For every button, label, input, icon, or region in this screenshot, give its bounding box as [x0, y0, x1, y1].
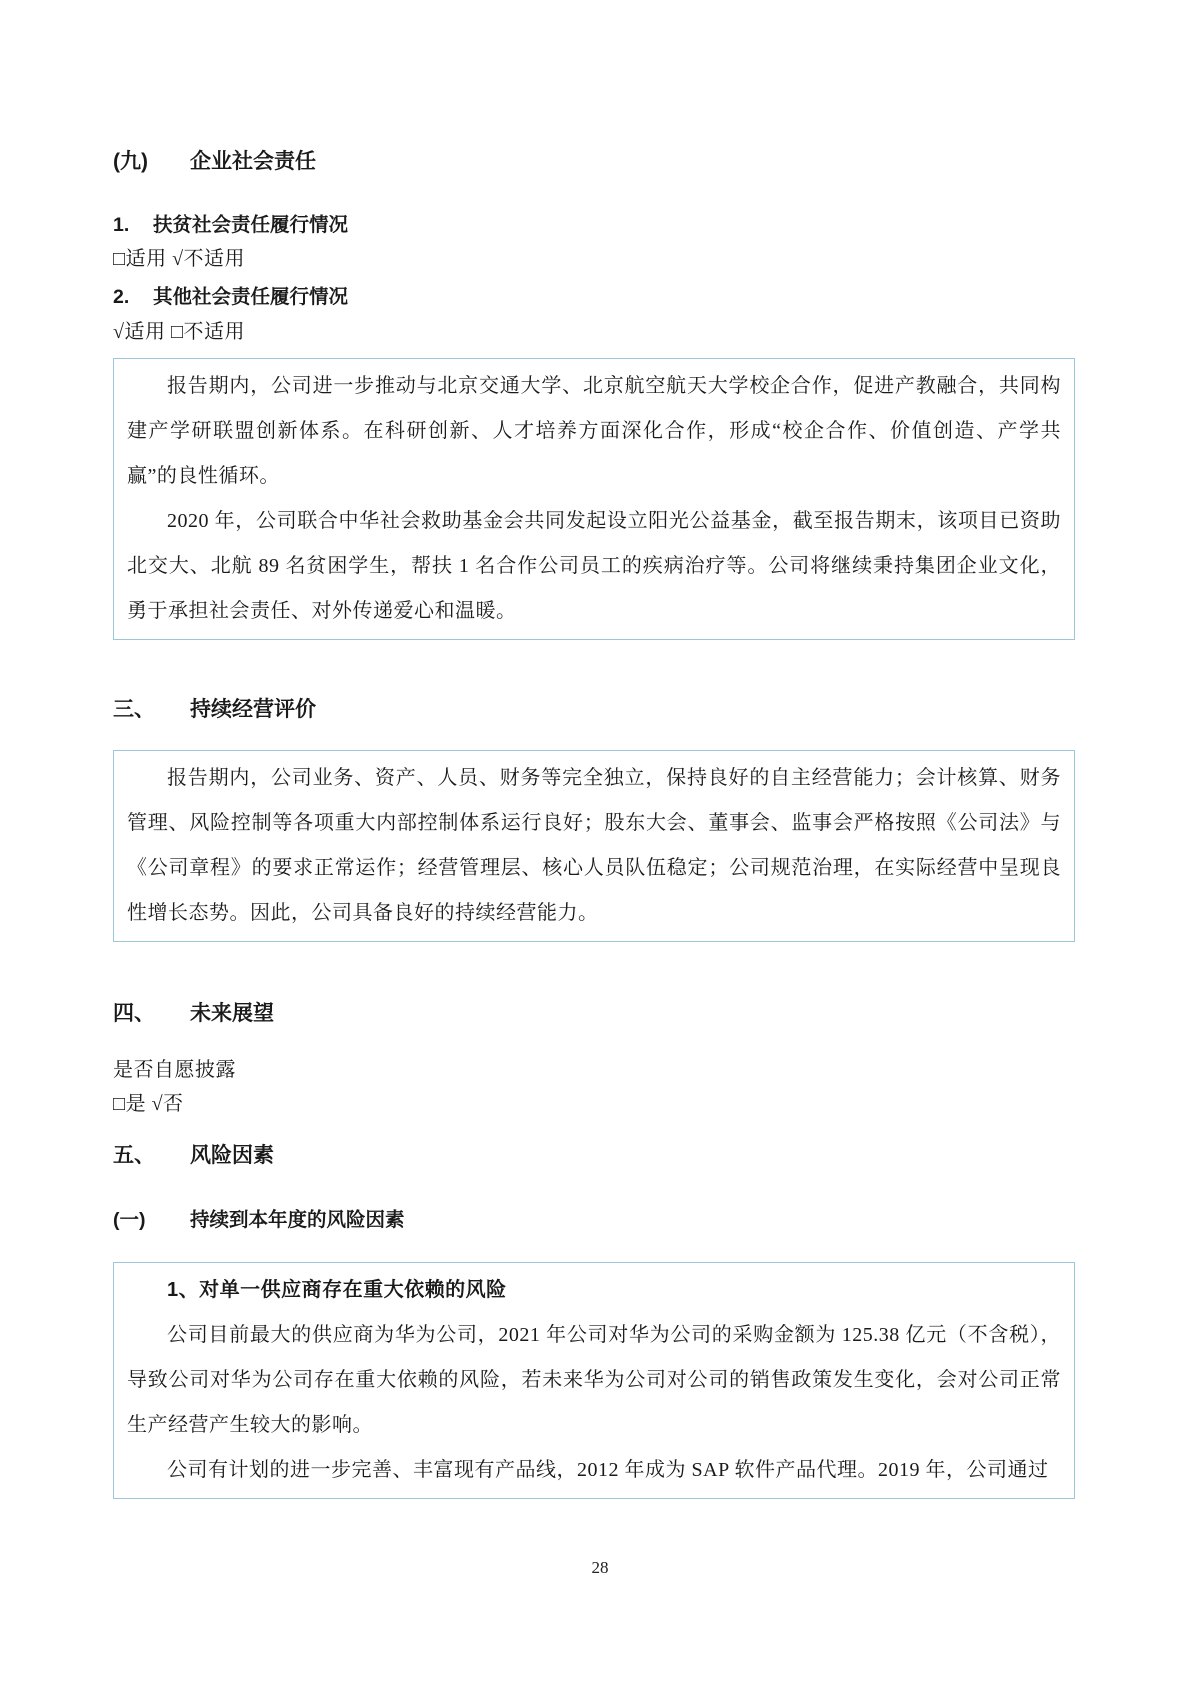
section-risks-title: 风险因素: [190, 1144, 274, 1167]
going-concern-box-paragraph: 报告期内，公司业务、资产、人员、财务等完全独立，保持良好的自主经营能力；会计核算、财务管理、风险控制等各项重大内部控制体系运行良好；股东大会、董事会、监事会严格按照《公司法》与《公司章程》的要求正常运作；经营管理层、核心人员队伍稳定；公司规范治理，在实际经营中呈现良性增长态势。因此，公司具备良好的持续经营能力。: [127, 767, 1061, 924]
risks-sub-number: (一): [113, 1209, 146, 1231]
section-going-concern-title: 持续经营评价: [190, 698, 316, 721]
csr-item1-number: 1.: [113, 214, 130, 236]
section-csr-heading: [113, 148, 1075, 176]
outlook-voluntary-label: 是否自愿披露: [113, 1059, 236, 1081]
section-csr-title: 企业社会责任: [190, 150, 316, 173]
risks-box-paragraph: 公司目前最大的供应商为华为公司，2021 年公司对华为公司的采购金额为 125.38 亿元（不含税），导致公司对华为公司存在重大依赖的风险，若未来华为公司对公司的销售政策发生变化，会对公司正常生产经营产生较大的影响。: [127, 1324, 1061, 1436]
page-number: 28: [591, 1558, 609, 1577]
going-concern-text-box: [113, 750, 1075, 942]
csr-item2-number: 2.: [113, 286, 130, 308]
risks-box-heading: 1、对单一供应商存在重大依赖的风险: [167, 1279, 507, 1301]
csr-text-box: [113, 358, 1075, 640]
risks-sub-title: 持续到本年度的风险因素: [190, 1209, 405, 1231]
csr-item2-title: 其他社会责任履行情况: [153, 286, 349, 308]
csr-item1-heading: [113, 212, 1075, 238]
csr-item2-heading: [113, 284, 1075, 310]
section-going-concern-heading: [113, 696, 1075, 724]
csr-box-paragraph: 2020 年，公司联合中华社会救助基金会共同发起设立阳光公益基金，截至报告期末，该项目已资助北交大、北航 89 名贫困学生，帮扶 1 名合作公司员工的疾病治疗等。公司将继续秉持集团企业文化，勇于承担社会责任、对外传递爱心和温暖。: [127, 510, 1061, 622]
outlook-voluntary-choice: □是 √否: [113, 1093, 184, 1115]
section-risks-number: 五、: [113, 1144, 155, 1167]
section-outlook-number: 四、: [113, 1002, 155, 1025]
csr-box-paragraph: 报告期内，公司进一步推动与北京交通大学、北京航空航天大学校企合作，促进产教融合，共同构建产学研联盟创新体系。在科研创新、人才培养方面深化合作，形成“校企合作、价值创造、产学共赢”的良性循环。: [127, 375, 1061, 487]
section-going-concern-number: 三、: [113, 698, 155, 721]
csr-item2-applicability: √适用 □不适用: [113, 321, 246, 343]
section-csr-number: (九): [113, 150, 148, 173]
risks-sub-heading: [113, 1207, 1075, 1233]
risks-text-box: [113, 1262, 1075, 1499]
csr-item1-applicability: □适用 √不适用: [113, 248, 246, 270]
section-outlook-title: 未来展望: [190, 1002, 274, 1025]
risks-box-paragraph: 公司有计划的进一步完善、丰富现有产品线，2012 年成为 SAP 软件产品代理。2019 年，公司通过: [167, 1459, 1049, 1481]
section-risks-heading: [113, 1142, 1075, 1170]
section-outlook-heading: [113, 1000, 1075, 1028]
csr-item1-title: 扶贫社会责任履行情况: [153, 214, 349, 236]
